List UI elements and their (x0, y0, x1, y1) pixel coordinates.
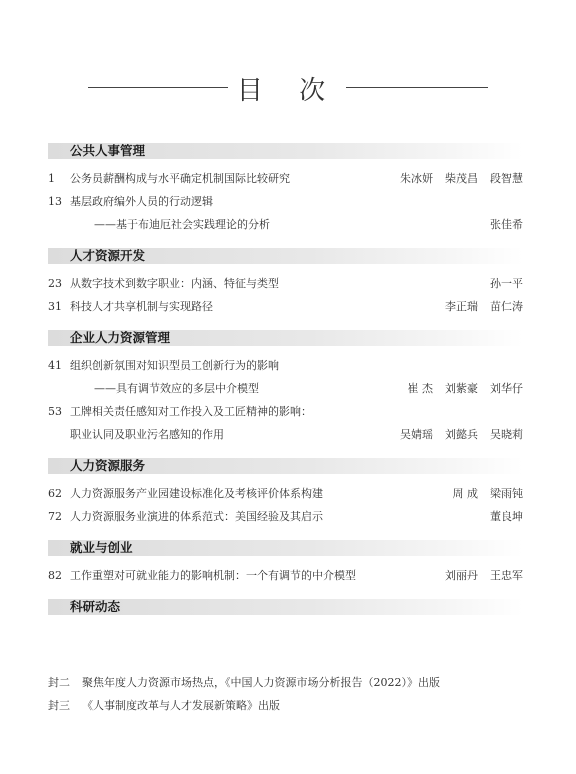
title-rule-right (346, 87, 488, 88)
article-authors (396, 377, 524, 400)
section-title: 人才资源开发 (70, 248, 146, 263)
author-name: 朱冰妍 (400, 172, 433, 185)
toc-entry[interactable] (48, 377, 523, 400)
author-name: 李正瑞 (445, 300, 478, 313)
toc-section (48, 540, 523, 587)
back-matter-entry[interactable] (48, 671, 528, 694)
author-name: 周 成 (452, 487, 478, 500)
article-authors (478, 213, 523, 236)
back-matter-text: 聚焦年度人力资源市场热点，《中国人力资源市场分析报告（2022）》出版 (82, 676, 440, 689)
author-name: 刘丽丹 (445, 569, 478, 582)
article-authors (388, 167, 523, 190)
article-authors (388, 423, 523, 446)
page-number: 41 (48, 359, 62, 372)
toc-entry[interactable] (48, 190, 523, 213)
author-name: 张佳希 (490, 218, 523, 231)
section-header (48, 458, 523, 474)
toc-entry[interactable] (48, 295, 523, 318)
article-title: 工作重塑对可就业能力的影响机制：一个有调节的中介模型 (70, 569, 356, 582)
author-name: 刘懿兵 (445, 428, 478, 441)
article-title: 从数字技术到数字职业：内涵、特征与类型 (70, 277, 279, 290)
author-name: 吴晓莉 (490, 428, 523, 441)
section-title: 人力资源服务 (70, 458, 146, 473)
article-title: 基层政府编外人员的行动逻辑 (70, 195, 213, 208)
page-number: 53 (48, 405, 62, 418)
article-title: 工牌相关责任感知对工作投入及工匠精神的影响： (70, 405, 312, 418)
article-authors (478, 272, 523, 295)
author-name: 段智慧 (490, 172, 523, 185)
back-matter-entry[interactable] (48, 694, 528, 717)
page-number: 23 (48, 277, 62, 290)
page-number: 13 (48, 195, 62, 208)
author-name: 孙一平 (490, 277, 523, 290)
toc-section (48, 330, 523, 446)
section-header (48, 143, 523, 159)
page-number: 31 (48, 300, 62, 313)
toc-entry[interactable] (48, 505, 523, 528)
section-title: 就业与创业 (70, 540, 133, 555)
toc-entry[interactable] (48, 400, 523, 423)
article-title: 科技人才共享机制与实现路径 (70, 300, 213, 313)
page-number: 1 (48, 172, 55, 185)
back-matter-text: 《人事制度改革与人才发展新策略》出版 (82, 699, 280, 712)
toc-entry[interactable] (48, 167, 523, 190)
author-name: 苗仁涛 (490, 300, 523, 313)
article-title: ——基于布迪厄社会实践理论的分析 (94, 218, 270, 231)
author-name: 王忠军 (490, 569, 523, 582)
toc-section (48, 599, 523, 615)
toc-section (48, 248, 523, 318)
table-of-contents (48, 143, 523, 623)
toc-section (48, 143, 523, 236)
article-title: 组织创新氛围对知识型员工创新行为的影响 (70, 359, 279, 372)
section-title: 科研动态 (70, 599, 121, 614)
article-authors (433, 564, 523, 587)
author-name: 梁雨钝 (490, 487, 523, 500)
article-title: 人力资源服务产业园建设标准化及考核评价体系构建 (70, 487, 323, 500)
section-title: 企业人力资源管理 (70, 330, 171, 345)
toc-entry[interactable] (48, 564, 523, 587)
page-title: 目 次 (236, 76, 340, 106)
author-name: 董良坤 (490, 510, 523, 523)
article-authors (441, 482, 524, 505)
article-title: ——具有调节效应的多层中介模型 (94, 382, 259, 395)
article-authors (478, 505, 523, 528)
toc-section (48, 458, 523, 528)
article-authors (433, 295, 523, 318)
section-header (48, 540, 523, 556)
author-name: 柴茂昌 (445, 172, 478, 185)
author-name: 刘紫豪 (445, 382, 478, 395)
page-number: 82 (48, 569, 62, 582)
page-number: 62 (48, 487, 62, 500)
section-title: 公共人事管理 (70, 143, 146, 158)
section-header (48, 330, 523, 346)
toc-entry[interactable] (48, 482, 523, 505)
toc-title-bar (0, 70, 576, 104)
toc-entry[interactable] (48, 423, 523, 446)
back-matter-label: 封二 (48, 676, 70, 689)
article-title: 公务员薪酬构成与水平确定机制国际比较研究 (70, 172, 290, 185)
section-header (48, 599, 523, 615)
article-title: 人力资源服务业演进的体系范式：美国经验及其启示 (70, 510, 323, 523)
author-name: 刘华仔 (490, 382, 523, 395)
back-matter-label: 封三 (48, 699, 70, 712)
article-title: 职业认同及职业污名感知的作用 (70, 428, 224, 441)
toc-entry[interactable] (48, 272, 523, 295)
page-number: 72 (48, 510, 62, 523)
section-header (48, 248, 523, 264)
author-name: 崔 杰 (407, 382, 433, 395)
author-name: 吴婧瑶 (400, 428, 433, 441)
toc-entry[interactable] (48, 213, 523, 236)
toc-entry[interactable] (48, 354, 523, 377)
